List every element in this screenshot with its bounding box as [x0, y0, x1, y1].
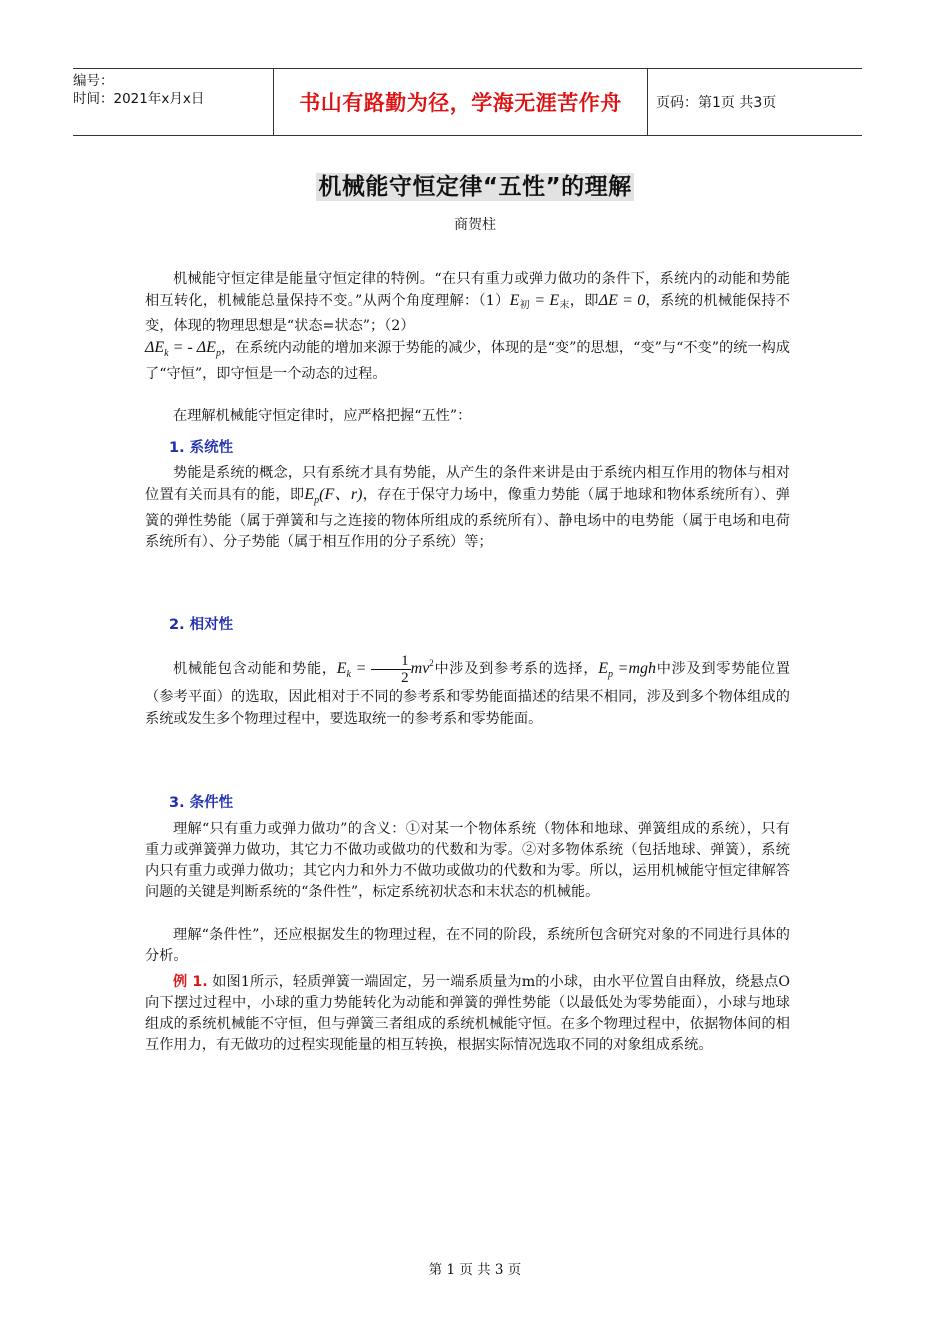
- intro-paragraph: [145, 269, 790, 385]
- section2-paragraph: [145, 652, 790, 730]
- page-footer: 第 1 页 共 3 页: [428, 1262, 522, 1278]
- example-text: 如图1所示，轻质弹簧一端固定，另一端系质量为m的小球，由水平位置自由释放，绕悬点O向下摆过过程中，小球的重力势能转化为动能和弹簧的弹性势能（以最低处为零势能面），小球与地球组成的系统机械能不守恒，但与弹簧三者组成的系统机械能守恒。在多个物理过程中，依据物体间的相互作用力，有无做功的过程实现能量的相互转换，根据实际情况选取不同的对象组成系统。: [145, 974, 790, 1053]
- example-paragraph: [145, 972, 790, 1056]
- formula-ep-args: (F、r): [319, 486, 363, 503]
- section1-paragraph: [145, 463, 790, 553]
- time-label: 时间：2021年x月x日: [73, 91, 205, 107]
- section1-text-1: 势能是系统的概念，只有系统才具有势能，从产生的条件来讲是由于系统内相互作用的物体与相对位置有关而具有的能，即: [145, 465, 790, 503]
- fraction-one-half: $\frac{1}{2}$: [371, 653, 411, 686]
- motto: 书山有路勤为径，学海无涯苦作舟: [299, 91, 622, 115]
- header-left-cell: [73, 69, 273, 135]
- header-right-cell: [648, 69, 862, 135]
- section3-heading: 3. 条件性: [169, 795, 234, 811]
- number-label: 编号：: [73, 73, 114, 89]
- section2-heading: 2. 相对性: [169, 617, 234, 633]
- page-info: 页码：第1页 共3页: [656, 95, 777, 111]
- header-center-cell: [273, 69, 648, 135]
- section1-text-2: ，存在于保守力场中，像重力势能（属于地球和物体系统所有）、弹簧的弹性势能（属于弹簧和与之连接的物体所组成的系统所有）、静电场中的电势能（属于电场和电荷系统所有）、分子势能（属于相互作用的分子系统）等；: [145, 487, 790, 550]
- intro-text-4: ，在系统内动能的增加来源于势能的减少，体现的是“变”的思想，“变”与“不变”的统一构成了“守恒”，即守恒是一个动态的过程。: [145, 340, 790, 382]
- formula-delta-e-zero: ΔE = 0: [598, 292, 646, 309]
- document-title-wrap: [0, 168, 950, 201]
- formula-ep-fr: $E_p(F$、r): [304, 486, 363, 506]
- header-table: [73, 68, 862, 136]
- section2-text-1: 机械能包含动能和势能，: [173, 661, 337, 677]
- section2-text-2: 中涉及到参考系的选择，: [433, 661, 599, 677]
- intro-text-2: ，即: [569, 293, 599, 309]
- formula-delta-ek-ep: $\Delta E_k$ = - $\Delta E_p$: [145, 339, 221, 359]
- intro-text-3: ，系统的机械能保持不变，体现的物理思想是“状态=状态”；（2）: [145, 293, 791, 334]
- sub-initial: 初: [519, 300, 530, 311]
- section2-text-3: 中涉及到零势能位置（参考平面）的选取，因此相对于不同的参考系和零势能面描述的结果不相同，涉及到多个物体组成的系统或发生多个物理过程中，要选取统一的参考系和零势能面。: [145, 661, 790, 727]
- section1-heading: 1. 系统性: [169, 440, 234, 456]
- section3-paragraph-2: 理解“条件性”，还应根据发生的物理过程，在不同的阶段，系统所包含研究对象的不同进行具体的分析。: [145, 927, 790, 964]
- document-title: 机械能守恒定律“五性”的理解: [318, 174, 632, 200]
- formula-kinetic-energy: $E_k$ = $\frac{1}{2}$ $mv^2$: [336, 652, 434, 686]
- intro2-paragraph: 在理解机械能守恒定律时，应严格把握“五性”：: [173, 408, 472, 424]
- formula-energy-equal: $E_初 = E_末$: [509, 292, 570, 311]
- author: 商贺柱: [454, 217, 496, 233]
- sub-final: 末: [559, 300, 570, 311]
- section3-paragraph-1: 理解“只有重力或弹力做功”的含义：①对某一个物体系统（物体和地球、弹簧组成的系统），只有重力或弹簧弹力做功，其它力不做功或做功的代数和为零。②对多物体系统（包括地球、弹簧），系统内只有重力或弹力做功；其它内力和外力不做功或做功的代数和为零。所以，运用机械能守恒定律解答问题的关键是判断系统的“条件性”，标定系统初状态和末状态的机械能。: [145, 821, 790, 900]
- formula-potential-energy: $E_p =mgh$: [598, 660, 657, 680]
- example-label: 例 1.: [173, 974, 208, 990]
- intro-text-1: 机械能守恒定律是能量守恒定律的特例。“在只有重力或弹力做功的条件下，系统内的动能和势能相互转化，机械能总量保持不变。”从两个角度理解：（1）: [145, 271, 790, 309]
